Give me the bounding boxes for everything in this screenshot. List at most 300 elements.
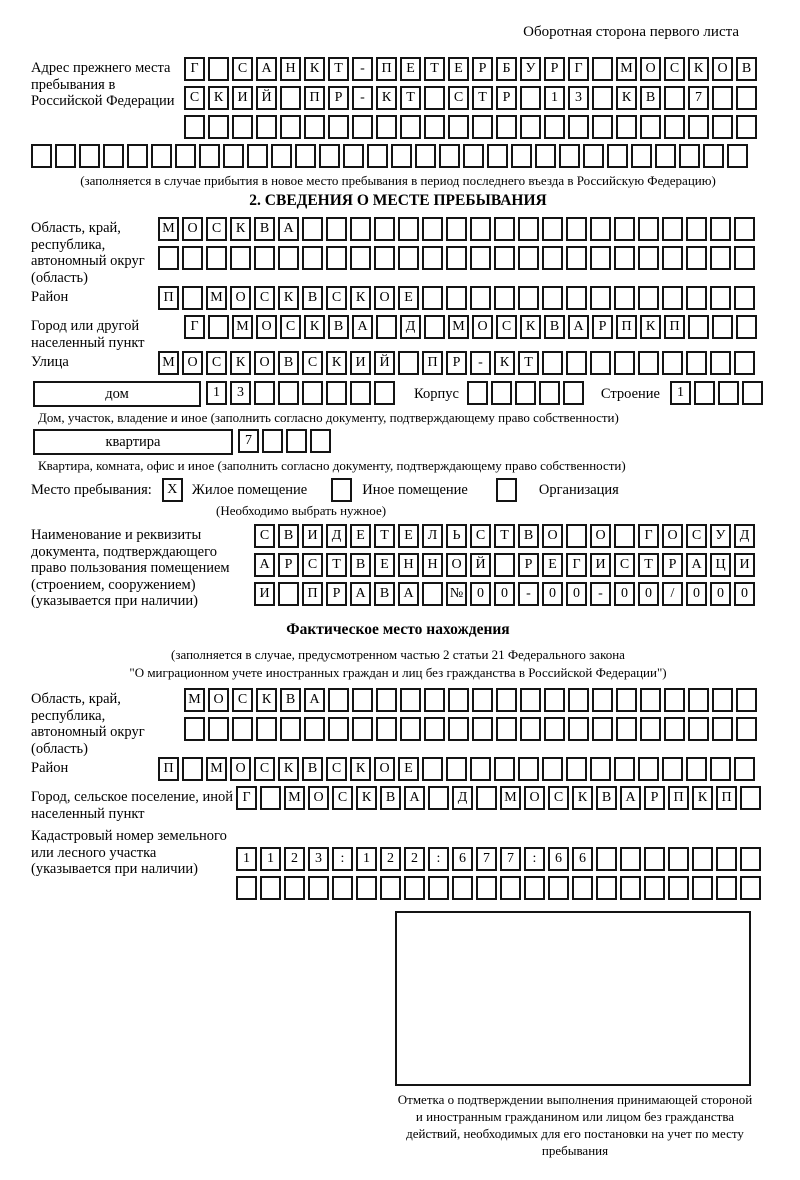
char-cell[interactable]: [566, 757, 587, 781]
char-cell[interactable]: [592, 717, 613, 741]
char-cell[interactable]: С: [548, 786, 569, 810]
char-cell[interactable]: [614, 524, 635, 548]
char-cell[interactable]: В: [518, 524, 539, 548]
char-cell[interactable]: [590, 246, 611, 270]
char-cell[interactable]: 0: [542, 582, 563, 606]
char-cell[interactable]: [718, 381, 739, 405]
char-cell[interactable]: К: [494, 351, 515, 375]
char-cell[interactable]: [422, 582, 443, 606]
char-cell[interactable]: [424, 315, 445, 339]
char-cell[interactable]: [566, 351, 587, 375]
char-cell[interactable]: [568, 688, 589, 712]
char-cell[interactable]: Е: [350, 524, 371, 548]
char-cell[interactable]: А: [404, 786, 425, 810]
char-cell[interactable]: [328, 688, 349, 712]
char-cell[interactable]: [494, 757, 515, 781]
char-cell[interactable]: Р: [328, 86, 349, 110]
char-cell[interactable]: [638, 246, 659, 270]
char-cell[interactable]: Е: [542, 553, 563, 577]
char-cell[interactable]: [736, 315, 757, 339]
char-cell[interactable]: [278, 246, 299, 270]
char-cell[interactable]: [254, 246, 275, 270]
char-cell[interactable]: [400, 115, 421, 139]
char-cell[interactable]: К: [376, 86, 397, 110]
char-cell[interactable]: [424, 717, 445, 741]
char-cell[interactable]: П: [668, 786, 689, 810]
char-cell[interactable]: [616, 717, 637, 741]
char-cell[interactable]: [262, 429, 283, 453]
char-cell[interactable]: [428, 876, 449, 900]
char-cell[interactable]: [590, 217, 611, 241]
char-cell[interactable]: Й: [374, 351, 395, 375]
char-cell[interactable]: А: [350, 582, 371, 606]
stay-type-checkbox-residential[interactable]: X: [162, 478, 183, 502]
char-cell[interactable]: С: [496, 315, 517, 339]
char-cell[interactable]: Т: [472, 86, 493, 110]
char-cell[interactable]: [206, 246, 227, 270]
char-cell[interactable]: О: [542, 524, 563, 548]
char-cell[interactable]: [734, 757, 755, 781]
char-cell[interactable]: [223, 144, 244, 168]
char-cell[interactable]: Г: [236, 786, 257, 810]
char-cell[interactable]: Г: [184, 57, 205, 81]
char-cell[interactable]: [350, 217, 371, 241]
char-cell[interactable]: [590, 351, 611, 375]
char-cell[interactable]: Р: [472, 57, 493, 81]
char-cell[interactable]: Н: [422, 553, 443, 577]
char-cell[interactable]: Ц: [710, 553, 731, 577]
char-cell[interactable]: А: [686, 553, 707, 577]
char-cell[interactable]: 1: [544, 86, 565, 110]
char-cell[interactable]: [310, 429, 331, 453]
char-cell[interactable]: [734, 246, 755, 270]
char-cell[interactable]: А: [278, 217, 299, 241]
char-cell[interactable]: О: [472, 315, 493, 339]
char-cell[interactable]: [184, 717, 205, 741]
char-cell[interactable]: [256, 717, 277, 741]
char-cell[interactable]: [260, 786, 281, 810]
char-cell[interactable]: [559, 144, 580, 168]
char-cell[interactable]: О: [208, 688, 229, 712]
char-cell[interactable]: [398, 246, 419, 270]
char-cell[interactable]: 2: [284, 847, 305, 871]
char-cell[interactable]: [736, 115, 757, 139]
char-cell[interactable]: [590, 286, 611, 310]
char-cell[interactable]: [422, 757, 443, 781]
char-cell[interactable]: [640, 115, 661, 139]
char-cell[interactable]: Л: [422, 524, 443, 548]
char-cell[interactable]: 0: [566, 582, 587, 606]
char-cell[interactable]: К: [304, 315, 325, 339]
char-cell[interactable]: Д: [326, 524, 347, 548]
char-cell[interactable]: [664, 86, 685, 110]
char-cell[interactable]: 6: [452, 847, 473, 871]
char-cell[interactable]: [439, 144, 460, 168]
char-cell[interactable]: П: [302, 582, 323, 606]
char-cell[interactable]: О: [256, 315, 277, 339]
char-cell[interactable]: А: [620, 786, 641, 810]
char-cell[interactable]: С: [206, 217, 227, 241]
char-cell[interactable]: [280, 717, 301, 741]
char-cell[interactable]: У: [710, 524, 731, 548]
char-cell[interactable]: [572, 876, 593, 900]
char-cell[interactable]: [686, 246, 707, 270]
char-cell[interactable]: [400, 688, 421, 712]
char-cell[interactable]: У: [520, 57, 541, 81]
char-cell[interactable]: Н: [280, 57, 301, 81]
char-cell[interactable]: [295, 144, 316, 168]
char-cell[interactable]: [592, 86, 613, 110]
char-cell[interactable]: [494, 246, 515, 270]
char-cell[interactable]: [208, 315, 229, 339]
char-cell[interactable]: [236, 876, 257, 900]
char-cell[interactable]: К: [688, 57, 709, 81]
char-cell[interactable]: [422, 217, 443, 241]
char-cell[interactable]: [424, 115, 445, 139]
char-cell[interactable]: [592, 115, 613, 139]
char-cell[interactable]: [182, 757, 203, 781]
char-cell[interactable]: [596, 876, 617, 900]
char-cell[interactable]: [376, 115, 397, 139]
char-cell[interactable]: [686, 757, 707, 781]
char-cell[interactable]: [734, 286, 755, 310]
char-cell[interactable]: С: [254, 286, 275, 310]
char-cell[interactable]: [544, 688, 565, 712]
char-cell[interactable]: [742, 381, 763, 405]
char-cell[interactable]: [328, 717, 349, 741]
char-cell[interactable]: [518, 286, 539, 310]
char-cell[interactable]: Р: [644, 786, 665, 810]
char-cell[interactable]: [616, 688, 637, 712]
char-cell[interactable]: К: [616, 86, 637, 110]
char-cell[interactable]: О: [712, 57, 733, 81]
char-cell[interactable]: С: [332, 786, 353, 810]
char-cell[interactable]: Р: [446, 351, 467, 375]
char-cell[interactable]: Р: [496, 86, 517, 110]
char-cell[interactable]: [664, 115, 685, 139]
char-cell[interactable]: [712, 86, 733, 110]
char-cell[interactable]: №: [446, 582, 467, 606]
char-cell[interactable]: К: [278, 757, 299, 781]
char-cell[interactable]: [79, 144, 100, 168]
char-cell[interactable]: [638, 286, 659, 310]
char-cell[interactable]: П: [664, 315, 685, 339]
char-cell[interactable]: 7: [688, 86, 709, 110]
char-cell[interactable]: [712, 115, 733, 139]
char-cell[interactable]: В: [640, 86, 661, 110]
char-cell[interactable]: [518, 246, 539, 270]
char-cell[interactable]: [520, 717, 541, 741]
char-cell[interactable]: [614, 217, 635, 241]
char-cell[interactable]: [472, 115, 493, 139]
char-cell[interactable]: К: [356, 786, 377, 810]
char-cell[interactable]: [692, 847, 713, 871]
char-cell[interactable]: О: [524, 786, 545, 810]
char-cell[interactable]: -: [352, 57, 373, 81]
char-cell[interactable]: С: [232, 57, 253, 81]
char-cell[interactable]: П: [422, 351, 443, 375]
char-cell[interactable]: [260, 876, 281, 900]
char-cell[interactable]: Д: [734, 524, 755, 548]
char-cell[interactable]: В: [328, 315, 349, 339]
char-cell[interactable]: [686, 351, 707, 375]
char-cell[interactable]: [428, 786, 449, 810]
char-cell[interactable]: [400, 717, 421, 741]
char-cell[interactable]: В: [596, 786, 617, 810]
char-cell[interactable]: [583, 144, 604, 168]
char-cell[interactable]: [302, 217, 323, 241]
char-cell[interactable]: [686, 286, 707, 310]
char-cell[interactable]: [31, 144, 52, 168]
char-cell[interactable]: 0: [686, 582, 707, 606]
char-cell[interactable]: [103, 144, 124, 168]
char-cell[interactable]: [631, 144, 652, 168]
char-cell[interactable]: [566, 286, 587, 310]
char-cell[interactable]: К: [278, 286, 299, 310]
char-cell[interactable]: [566, 246, 587, 270]
char-cell[interactable]: И: [590, 553, 611, 577]
char-cell[interactable]: А: [568, 315, 589, 339]
char-cell[interactable]: [664, 688, 685, 712]
char-cell[interactable]: М: [158, 351, 179, 375]
char-cell[interactable]: [539, 381, 560, 405]
char-cell[interactable]: П: [158, 286, 179, 310]
char-cell[interactable]: [568, 115, 589, 139]
char-cell[interactable]: О: [446, 553, 467, 577]
char-cell[interactable]: 0: [494, 582, 515, 606]
char-cell[interactable]: 1: [356, 847, 377, 871]
char-cell[interactable]: 3: [230, 381, 251, 405]
char-cell[interactable]: О: [182, 217, 203, 241]
char-cell[interactable]: К: [640, 315, 661, 339]
char-cell[interactable]: [319, 144, 340, 168]
char-cell[interactable]: [596, 847, 617, 871]
char-cell[interactable]: В: [278, 351, 299, 375]
char-cell[interactable]: М: [184, 688, 205, 712]
char-cell[interactable]: -: [590, 582, 611, 606]
char-cell[interactable]: [710, 246, 731, 270]
char-cell[interactable]: В: [380, 786, 401, 810]
char-cell[interactable]: [470, 217, 491, 241]
char-cell[interactable]: Н: [398, 553, 419, 577]
char-cell[interactable]: А: [256, 57, 277, 81]
char-cell[interactable]: [352, 717, 373, 741]
char-cell[interactable]: [230, 246, 251, 270]
char-cell[interactable]: [607, 144, 628, 168]
char-cell[interactable]: В: [350, 553, 371, 577]
char-cell[interactable]: [350, 246, 371, 270]
char-cell[interactable]: [398, 217, 419, 241]
char-cell[interactable]: [688, 688, 709, 712]
char-cell[interactable]: [280, 86, 301, 110]
char-cell[interactable]: М: [206, 757, 227, 781]
char-cell[interactable]: Д: [452, 786, 473, 810]
char-cell[interactable]: [463, 144, 484, 168]
char-cell[interactable]: [158, 246, 179, 270]
char-cell[interactable]: [712, 688, 733, 712]
char-cell[interactable]: Т: [494, 524, 515, 548]
char-cell[interactable]: [304, 115, 325, 139]
char-cell[interactable]: [208, 717, 229, 741]
char-cell[interactable]: [563, 381, 584, 405]
char-cell[interactable]: [422, 286, 443, 310]
char-cell[interactable]: [491, 381, 512, 405]
char-cell[interactable]: [734, 217, 755, 241]
char-cell[interactable]: М: [206, 286, 227, 310]
char-cell[interactable]: [208, 57, 229, 81]
char-cell[interactable]: [446, 217, 467, 241]
char-cell[interactable]: О: [590, 524, 611, 548]
char-cell[interactable]: С: [254, 757, 275, 781]
char-cell[interactable]: Р: [544, 57, 565, 81]
char-cell[interactable]: [374, 246, 395, 270]
char-cell[interactable]: О: [640, 57, 661, 81]
char-cell[interactable]: [566, 217, 587, 241]
char-cell[interactable]: [644, 847, 665, 871]
char-cell[interactable]: [448, 688, 469, 712]
char-cell[interactable]: [662, 246, 683, 270]
char-cell[interactable]: А: [352, 315, 373, 339]
char-cell[interactable]: [614, 246, 635, 270]
char-cell[interactable]: -: [470, 351, 491, 375]
char-cell[interactable]: [614, 286, 635, 310]
char-cell[interactable]: Т: [374, 524, 395, 548]
char-cell[interactable]: [350, 381, 371, 405]
char-cell[interactable]: О: [374, 286, 395, 310]
char-cell[interactable]: [472, 688, 493, 712]
char-cell[interactable]: Т: [518, 351, 539, 375]
char-cell[interactable]: [668, 847, 689, 871]
char-cell[interactable]: [703, 144, 724, 168]
char-cell[interactable]: [232, 717, 253, 741]
char-cell[interactable]: С: [302, 351, 323, 375]
char-cell[interactable]: [740, 847, 761, 871]
char-cell[interactable]: В: [374, 582, 395, 606]
char-cell[interactable]: [380, 876, 401, 900]
char-cell[interactable]: -: [518, 582, 539, 606]
char-cell[interactable]: [391, 144, 412, 168]
char-cell[interactable]: Й: [256, 86, 277, 110]
char-cell[interactable]: О: [254, 351, 275, 375]
house-type-box[interactable]: дом: [33, 381, 201, 407]
char-cell[interactable]: С: [686, 524, 707, 548]
char-cell[interactable]: [398, 351, 419, 375]
char-cell[interactable]: П: [376, 57, 397, 81]
char-cell[interactable]: [374, 217, 395, 241]
char-cell[interactable]: [542, 351, 563, 375]
char-cell[interactable]: [496, 717, 517, 741]
char-cell[interactable]: [524, 876, 545, 900]
char-cell[interactable]: А: [398, 582, 419, 606]
char-cell[interactable]: Т: [400, 86, 421, 110]
char-cell[interactable]: [736, 717, 757, 741]
char-cell[interactable]: [548, 876, 569, 900]
char-cell[interactable]: [374, 381, 395, 405]
char-cell[interactable]: [640, 717, 661, 741]
char-cell[interactable]: [247, 144, 268, 168]
char-cell[interactable]: М: [448, 315, 469, 339]
char-cell[interactable]: [511, 144, 532, 168]
char-cell[interactable]: Й: [470, 553, 491, 577]
stay-type-checkbox-other[interactable]: [331, 478, 352, 502]
char-cell[interactable]: :: [524, 847, 545, 871]
char-cell[interactable]: К: [520, 315, 541, 339]
char-cell[interactable]: О: [230, 286, 251, 310]
char-cell[interactable]: [535, 144, 556, 168]
char-cell[interactable]: Р: [278, 553, 299, 577]
char-cell[interactable]: И: [302, 524, 323, 548]
char-cell[interactable]: 2: [380, 847, 401, 871]
char-cell[interactable]: [542, 286, 563, 310]
char-cell[interactable]: [520, 688, 541, 712]
char-cell[interactable]: [688, 717, 709, 741]
char-cell[interactable]: Г: [566, 553, 587, 577]
char-cell[interactable]: Т: [638, 553, 659, 577]
char-cell[interactable]: [494, 217, 515, 241]
char-cell[interactable]: 0: [470, 582, 491, 606]
char-cell[interactable]: [638, 217, 659, 241]
char-cell[interactable]: [55, 144, 76, 168]
char-cell[interactable]: [518, 757, 539, 781]
char-cell[interactable]: К: [304, 57, 325, 81]
char-cell[interactable]: [655, 144, 676, 168]
char-cell[interactable]: С: [206, 351, 227, 375]
char-cell[interactable]: [452, 876, 473, 900]
char-cell[interactable]: [716, 876, 737, 900]
char-cell[interactable]: [352, 688, 373, 712]
char-cell[interactable]: Т: [328, 57, 349, 81]
char-cell[interactable]: [620, 876, 641, 900]
char-cell[interactable]: [544, 115, 565, 139]
char-cell[interactable]: [278, 381, 299, 405]
char-cell[interactable]: [592, 57, 613, 81]
char-cell[interactable]: В: [254, 217, 275, 241]
char-cell[interactable]: [710, 217, 731, 241]
char-cell[interactable]: [278, 582, 299, 606]
char-cell[interactable]: [415, 144, 436, 168]
char-cell[interactable]: В: [544, 315, 565, 339]
char-cell[interactable]: [284, 876, 305, 900]
char-cell[interactable]: П: [304, 86, 325, 110]
char-cell[interactable]: [280, 115, 301, 139]
char-cell[interactable]: [716, 847, 737, 871]
char-cell[interactable]: В: [278, 524, 299, 548]
char-cell[interactable]: П: [158, 757, 179, 781]
char-cell[interactable]: [448, 115, 469, 139]
char-cell[interactable]: К: [230, 351, 251, 375]
char-cell[interactable]: М: [500, 786, 521, 810]
char-cell[interactable]: К: [572, 786, 593, 810]
char-cell[interactable]: С: [470, 524, 491, 548]
char-cell[interactable]: Г: [638, 524, 659, 548]
char-cell[interactable]: [476, 876, 497, 900]
char-cell[interactable]: [254, 381, 275, 405]
char-cell[interactable]: [356, 876, 377, 900]
char-cell[interactable]: [638, 757, 659, 781]
char-cell[interactable]: [184, 115, 205, 139]
char-cell[interactable]: С: [326, 286, 347, 310]
char-cell[interactable]: [638, 351, 659, 375]
char-cell[interactable]: А: [304, 688, 325, 712]
char-cell[interactable]: Р: [518, 553, 539, 577]
char-cell[interactable]: [566, 524, 587, 548]
char-cell[interactable]: [542, 757, 563, 781]
char-cell[interactable]: [740, 876, 761, 900]
char-cell[interactable]: 6: [548, 847, 569, 871]
char-cell[interactable]: 0: [638, 582, 659, 606]
char-cell[interactable]: Т: [424, 57, 445, 81]
char-cell[interactable]: [326, 246, 347, 270]
